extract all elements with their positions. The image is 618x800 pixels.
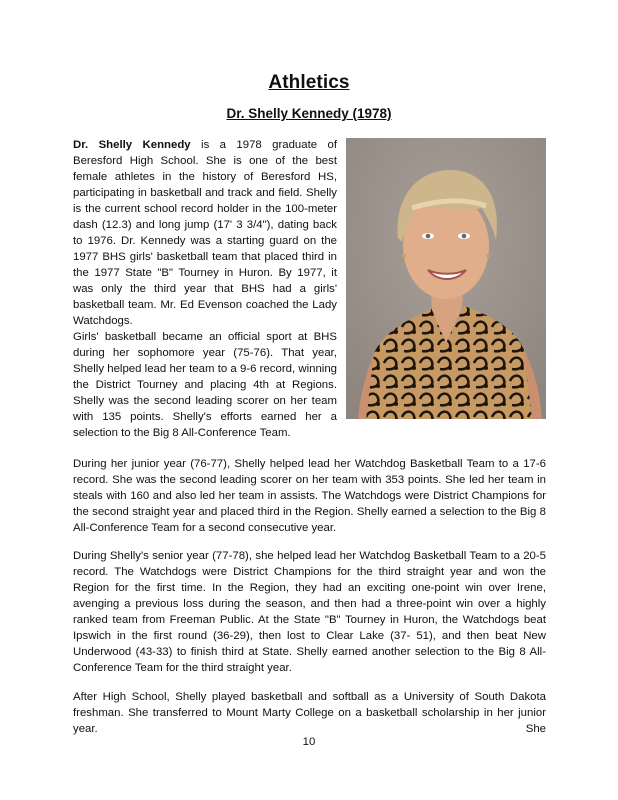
portrait-photo (346, 138, 546, 419)
paragraph-intro (73, 137, 337, 329)
paragraph-junior: During her junior year (76-77), Shelly helped lead her Watchdog Basketball Team to a 17-6 record. She was the second leading scorer on her team with 353 points. She led her team in steals with 160 and also led her team in assists. The Watchdogs were District Champions for the second straight year and placed third in the Region. Shelly earned a selection to the Big 8 All-Conference Team for a second consecutive year. (73, 458, 546, 534)
paragraph-text: is a 1978 graduate of Beresford High School. She is one of the best female athletes in the history of Beresford HS, participating in basketball and track and field. Shelly is the current school record holder in the 100-meter dash (12.3) and long jump (17' 3 3/4"), dating back to 1976. Dr. Kennedy was a starting guard on the 1977 BHS girls' basketball team that placed third in the 1977 State "B" Tourney in Huron. By 1977, it was only the third year that BHS had a girls' basketball team. Mr. Ed Evenson coached the Lady Watchdogs. (73, 139, 337, 327)
portrait-image (346, 138, 546, 419)
section-subtitle: Dr. Shelly Kennedy (1978) (226, 106, 392, 121)
page-number: 10 (302, 736, 316, 748)
bold-name: Dr. Shelly Kennedy (73, 139, 191, 151)
paragraph-sophomore: Girls' basketball became an official sport at BHS during her sophomore year (75-76). That year, Shelly helped lead her team to a 9-6 record, winning the District Tourney and placing 4th at Regions. Shelly was the second leading scorer on her team with 135 points. Shelly's efforts earned her a selection to the Big 8 All-Conference Team. (73, 331, 337, 439)
page-title: Athletics (268, 72, 350, 93)
paragraph-college: After High School, Shelly played basketball and softball as a University of South Dakota freshman. She transferred to Mount Marty College on a basketball scholarship in her junior year. She (73, 691, 546, 735)
paragraph-senior: During Shelly's senior year (77-78), she helped lead her Watchdog Basketball Team to a 20-5 record. The Watchdogs were District Champions for the third straight year and won the Region for the first time. In the Region, they had an exciting one-point win over Irene, avenging a previous loss during the season, and then had a three-point win over a highly ranked team from Freeman Public. At the State "B" Tourney in Huron, the Watchdogs beat Ipswich in the first round (36-29), then lost to Clear Lake (37- 51), and then beat New Underwood (43-33) to finish third at State. Shelly earned another selection to the Big 8 All-Conference Team for the third straight year. (73, 550, 546, 674)
